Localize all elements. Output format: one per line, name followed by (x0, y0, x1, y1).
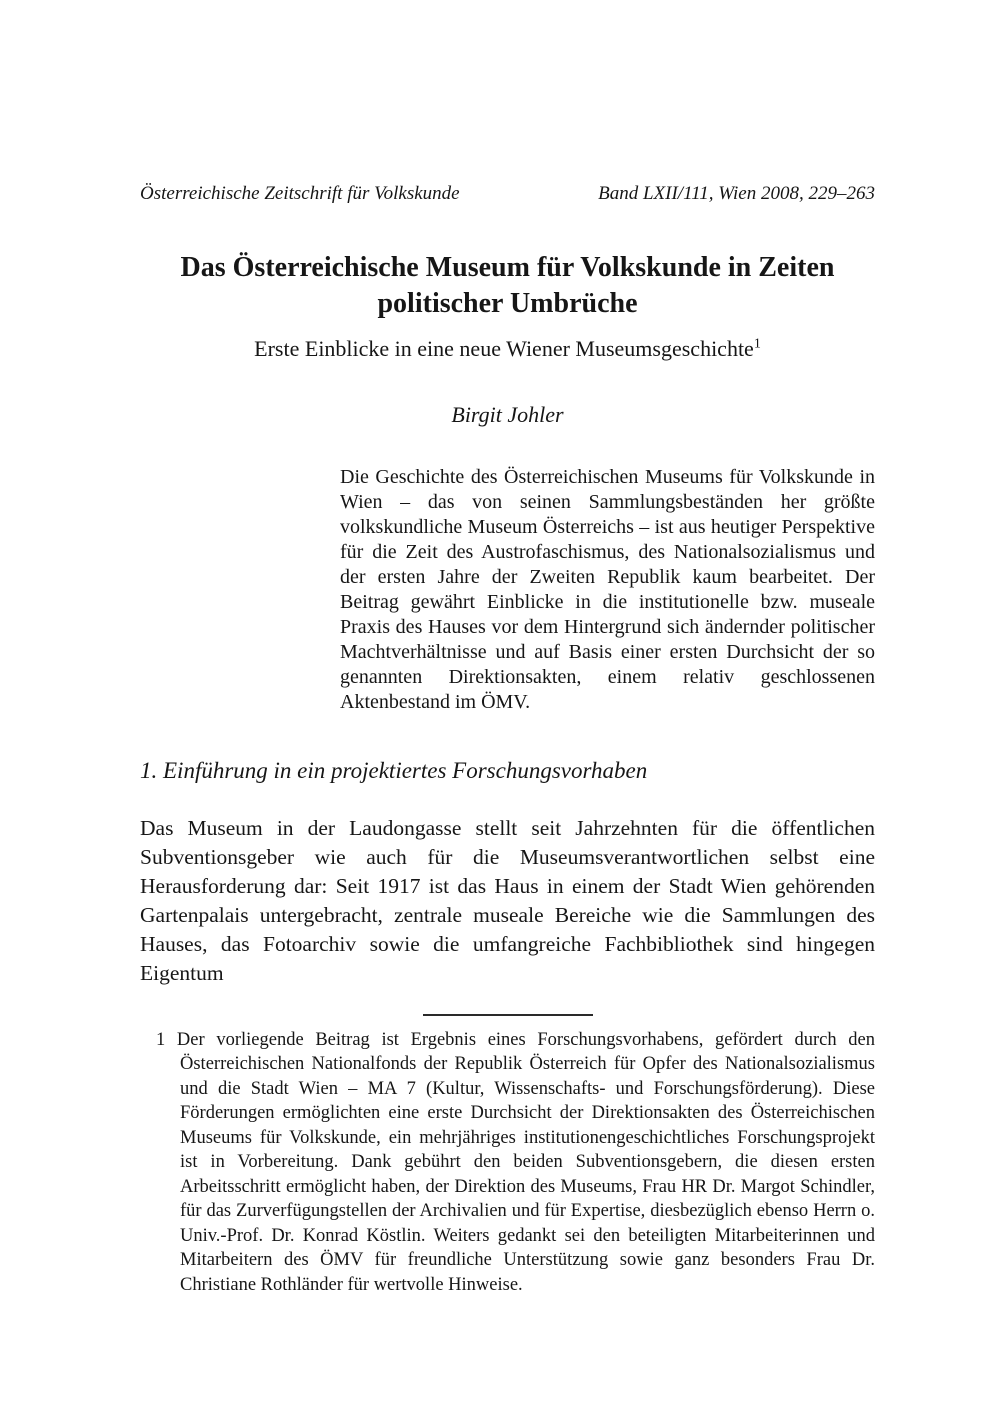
article-subtitle (140, 335, 875, 363)
article-subtitle-text: Erste Einblicke in eine neue Wiener Museumsgeschichte (254, 335, 754, 361)
footnote-1 (156, 1028, 875, 1298)
running-head (140, 182, 875, 206)
section-heading: 1. Einführung in ein projektiertes Forschungsvorhaben (140, 758, 648, 784)
abstract-paragraph: Die Geschichte des Österreichischen Museums für Volkskunde in Wien – das von seinen Sammlungsbeständen her größte volkskundliche Museum Österreichs – ist aus heutiger Perspektive für die Zeit des Austrofaschismus, des Nationalsozialismus und der ersten Jahre der Zweiten Republik kaum bearbeitet. Der Beitrag gewährt Einblicke in die institutionelle bzw. museale Praxis des Hauses vor dem Hintergrund sich ändernder politischer Machtverhältnisse und auf Basis einer ersten Durchsicht der so genannten Direktionsakten, einem relativ geschlossenen Aktenbestand im ÖMV. (340, 466, 875, 714)
journal-name: Österreichische Zeitschrift für Volkskunde (140, 183, 460, 204)
author-name: Birgit Johler (451, 402, 564, 428)
volume-issue-info: Band LXII/111, Wien 2008, 229–263 (598, 183, 875, 204)
body-paragraph: Das Museum in der Laudongasse stellt seit Jahrzehnten für die öffentlichen Subventionsgeber wie auch für die Museumsverantwortlichen selbst eine Herausforderung dar: Seit 1917 ist das Haus in einem der Stadt Wien gehörenden Gartenpalais untergebracht, zentrale museale Bereiche wie die Sammlungen des Hauses, das Fotoarchiv sowie die umfangreiche Fachbibliothek sind hingegen Eigentum (140, 815, 875, 985)
footnote-number: 1 (156, 1029, 166, 1050)
article-title: Das Österreichische Museum für Volkskunde in Zeiten politischer Umbrüche (180, 252, 835, 319)
footnote-text: Der vorliegende Beitrag ist Ergebnis eines Forschungsvorhabens, gefördert durch den Österreichischen Nationalfonds der Republik Österreich für Opfer des Nationalsozialismus und die Stadt Wien – MA 7 (Kultur, Wissenschafts- und Forschungsförderung). Diese Förderungen ermöglichten eine erste Durchsicht der Direktionsakten des Österreichischen Museums für Volkskunde, ein mehrjähriges institutionengeschichtliches Forschungsprojekt ist in Vorbereitung. Dank gebührt den beiden Subventionsgebern, die diesen ersten Arbeitsschritt ermöglicht haben, der Direktion des Museums, Frau HR Dr. Margot Schindler, für das Zurverfügungstellen der Archivalien und für Expertise, diesbezüglich ebenso Herrn o. Univ.-Prof. Dr. Konrad Köstlin. Weiters gedankt sei den beteiligten Mitarbeiterinnen und Mitarbeitern des ÖMV für freundliche Unterstützung sowie ganz besonders Frau Dr. Christiane Rothländer für wertvolle Hinweise. (176, 1029, 875, 1295)
footnote-reference-1: 1 (753, 336, 761, 352)
footnote-divider (423, 1014, 593, 1016)
